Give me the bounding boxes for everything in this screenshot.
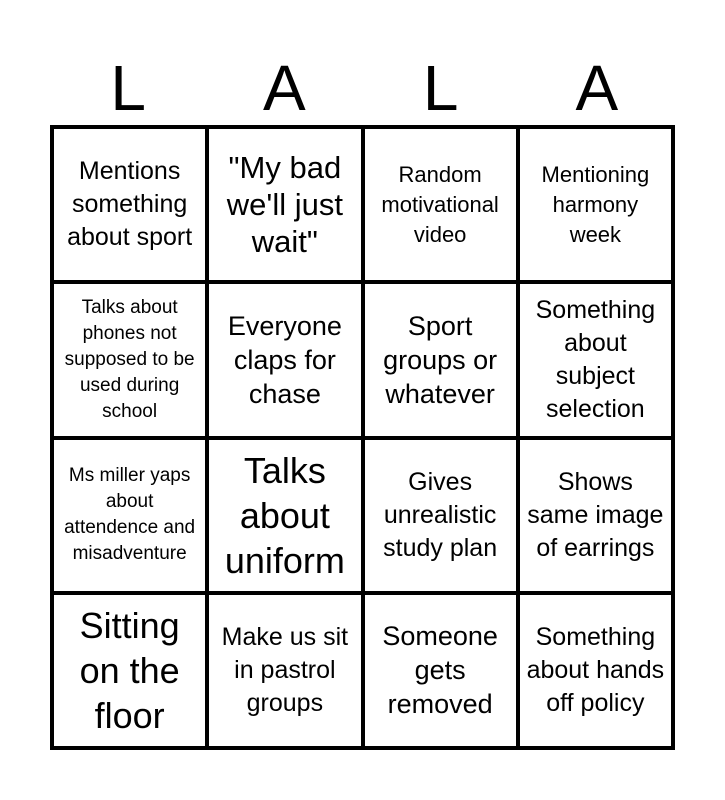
bingo-cell-text: Something about hands off policy [526, 622, 665, 717]
bingo-cell-text: Mentioning harmony week [541, 161, 650, 247]
bingo-cell[interactable] [363, 438, 518, 593]
bingo-cell[interactable] [363, 593, 518, 748]
bingo-cell[interactable] [207, 593, 362, 748]
bingo-cell-text: Talks about uniform [224, 449, 345, 581]
bingo-cell[interactable] [52, 127, 207, 282]
bingo-cell[interactable] [518, 282, 673, 437]
bingo-board [50, 125, 675, 750]
bingo-cell[interactable] [52, 593, 207, 748]
header-letter-1: L [110, 52, 146, 124]
bingo-cell-text: Talks about phones not supposed to be used during school [64, 296, 195, 422]
bingo-cell[interactable] [207, 438, 362, 593]
bingo-cell-text: Random motivational video [381, 161, 499, 247]
header-letter-4: A [575, 52, 619, 124]
bingo-cell[interactable] [518, 593, 673, 748]
header-letter-3: L [422, 52, 459, 124]
bingo-cell-text: Sport groups or whatever [383, 310, 498, 409]
bingo-cell-text: Mentions something about sport [67, 157, 193, 252]
header-letter-2: A [263, 52, 306, 124]
bingo-cell-text: Sitting on the floor [79, 604, 180, 736]
bingo-cell-text: Everyone claps for chase [227, 310, 342, 409]
bingo-cell[interactable] [518, 127, 673, 282]
bingo-cell[interactable] [52, 438, 207, 593]
bingo-cell-text: Someone gets removed [382, 621, 498, 720]
bingo-cell-text: Something about subject selection [535, 295, 656, 423]
bingo-cell[interactable] [363, 282, 518, 437]
bingo-cell-text: "My bad we'll just wait" [226, 150, 343, 260]
bingo-cell[interactable] [363, 127, 518, 282]
bingo-header [50, 52, 675, 124]
bingo-cell[interactable] [207, 127, 362, 282]
bingo-cell[interactable] [207, 282, 362, 437]
bingo-cell-text: Ms miller yaps about attendence and misadventure [64, 465, 196, 565]
bingo-cell-text: Shows same image of earrings [527, 467, 664, 562]
bingo-cell-text: Make us sit in pastrol groups [221, 622, 349, 717]
bingo-cell-text: Gives unrealistic study plan [383, 467, 498, 562]
bingo-cell[interactable] [52, 282, 207, 437]
bingo-cell[interactable] [518, 438, 673, 593]
